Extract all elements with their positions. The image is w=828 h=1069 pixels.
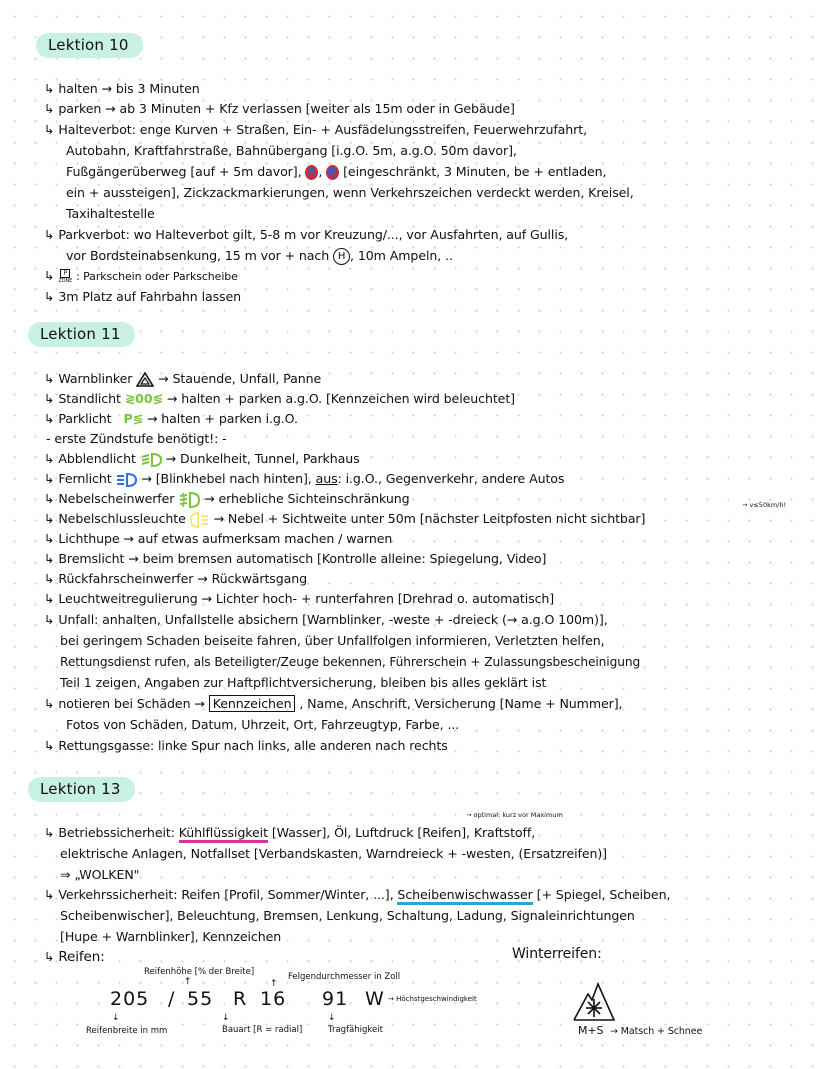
bullet-arrow-icon: ↳ <box>44 551 55 566</box>
note-lichthupe <box>44 529 392 549</box>
note-betriebssicherheit <box>44 823 535 843</box>
note-text: Unfall: anhalten, Unfallstelle absichern [Warnblinker, -weste + -dreieck (→ a.g.O 100m)], <box>58 612 608 627</box>
bullet-arrow-icon: ↳ <box>44 887 55 902</box>
note-text: [Hupe + Warnblinker], Kennzeichen <box>60 929 282 944</box>
note-halteverbot <box>44 120 587 140</box>
bullet-arrow-icon: ↳ <box>44 268 55 283</box>
bus-stop-h-icon: H <box>333 248 350 265</box>
bullet-arrow-icon: ↳ <box>44 949 55 964</box>
note-text: Autobahn, Kraftfahrstraße, Bahnübergang [i.g.O. 5m, a.g.O. 50m davor], <box>66 143 517 158</box>
bullet-arrow-icon: ↳ <box>44 531 55 546</box>
note-text: notieren bei Schäden → <box>58 696 205 711</box>
bullet-arrow-icon: ↳ <box>44 471 55 486</box>
note-verkehrssicherheit <box>44 885 670 905</box>
side-light-icon: ≷00≶ <box>124 391 163 406</box>
fog-light-front-icon <box>178 492 200 508</box>
note-text: halten → bis 3 Minuten <box>58 81 200 96</box>
note-label: Fernlicht <box>58 471 112 486</box>
winter-tires-label: Winterreifen: <box>512 946 602 962</box>
note-emphasis: aus <box>315 471 338 486</box>
note-text: Rückfahrscheinwerfer → Rückwärtsgang <box>58 571 308 586</box>
speed-note: → v≤50km/h! <box>742 501 787 509</box>
zone-p-label: P <box>60 269 70 278</box>
note-text: Teil 1 zeigen, Angaben zur Haftpflichtversicherung, bleiben bis alles geklärt ist <box>60 675 547 690</box>
note-label: Reifen: <box>58 949 105 965</box>
note-abblendlicht <box>44 449 360 469</box>
note-mnemonic: ⇒ „WOLKEN" <box>60 867 140 882</box>
note-ignition-hint: - erste Zündstufe benötigt!: - <box>46 431 227 446</box>
note-halteverbot-signs: Fußgängerüberweg [auf + 5m davor], , [eingeschränkt, 3 Minuten, be + entladen, <box>66 164 607 179</box>
bullet-arrow-icon: ↳ <box>44 612 55 627</box>
note-text: → Nebel + Sichtweite unter 50m [nächster Leitpfosten nicht sichtbar] <box>213 511 646 526</box>
ms-label: M+S <box>578 1024 604 1037</box>
note-parkverbot-2 <box>66 246 453 266</box>
bullet-arrow-icon: ↳ <box>44 81 55 96</box>
note-reifen <box>44 947 105 967</box>
note-text: Bremslicht → beim bremsen automatisch [Kontrolle alleine: Spiegelung, Video] <box>58 551 547 566</box>
coolant-highlight: Kühlflüssigkeit <box>179 825 268 843</box>
arrow-down-icon: ↓ <box>328 1013 336 1023</box>
bullet-arrow-icon: ↳ <box>44 289 55 304</box>
note-text: [eingeschränkt, 3 Minuten, be + entladen, <box>343 164 607 179</box>
bullet-arrow-icon: ↳ <box>44 571 55 586</box>
bullet-arrow-icon: ↳ <box>44 122 55 137</box>
note-text: → [Blinkhebel nach hinten], <box>141 471 312 486</box>
tire-width-value: 205 <box>110 988 150 1010</box>
winter-desc: → Matsch + Schnee <box>610 1026 703 1037</box>
tire-label-ratio: Reifenhöhe [% der Breite] <box>144 967 255 977</box>
note-text: 3m Platz auf Fahrbahn lassen <box>58 289 242 304</box>
parking-light-icon: P≶ <box>123 411 144 426</box>
tire-label-load: Tragfähigkeit <box>328 1025 383 1035</box>
bullet-arrow-icon: ↳ <box>44 825 55 840</box>
note-label: Standlicht <box>58 391 121 406</box>
note-text: : Parkschein oder Parkscheibe <box>76 270 238 283</box>
wiper-fluid-highlight: Scheibenwischwasser <box>397 887 532 905</box>
note-text: Fußgängerüberweg [auf + 5m davor], <box>66 164 302 179</box>
note-label: Nebelschlussleuchte <box>58 511 186 526</box>
tire-load-value: 91 <box>322 988 349 1010</box>
bullet-arrow-icon: ↳ <box>44 696 55 711</box>
note-rettungsgasse <box>44 736 448 756</box>
note-text: parken → ab 3 Minuten + Kfz verlassen [weiter als 15m oder in Gebäude] <box>58 101 515 116</box>
note-text: → Stauende, Unfall, Panne <box>158 371 322 386</box>
note-text: ein + aussteigen], Zickzackmarkierungen, wenn Verkehrszeichen verdeckt werden, Kreisel, <box>66 185 634 200</box>
note-parken <box>44 99 515 119</box>
bullet-arrow-icon: ↳ <box>44 511 55 526</box>
note-text: Rettungsdienst rufen, als Beteiligter/Zeuge bekennen, Führerschein + Zulassungsbescheinigung <box>60 655 641 669</box>
high-beam-icon <box>115 473 137 487</box>
note-text: vor Bordsteinabsenkung, 15 m vor + nach <box>66 248 330 263</box>
note-text: Lichthupe → auf etwas aufmerksam machen / warnen <box>58 531 393 546</box>
note-parkverbot <box>44 225 568 245</box>
note-text: [Wasser], Öl, Luftdruck [Reifen], Kraftstoff, <box>271 825 536 840</box>
three-peak-mountain-snowflake-icon <box>572 982 616 1022</box>
note-label: Betriebssicherheit: <box>58 825 175 840</box>
absolute-no-stopping-sign-icon <box>305 165 318 180</box>
bullet-arrow-icon: ↳ <box>44 227 55 242</box>
note-bremslicht <box>44 549 546 569</box>
section-heading-lektion-10: Lektion 10 <box>36 33 143 58</box>
note-label: Warnblinker <box>58 371 133 386</box>
note-text: → halten + parken i.g.O. <box>146 411 298 426</box>
tire-speed-value: W <box>365 988 385 1010</box>
zone-label: ZONE <box>58 278 73 284</box>
rear-fog-light-icon <box>190 512 210 528</box>
note-text: → Dunkelheit, Tunnel, Parkhaus <box>165 451 360 466</box>
note-text: elektrische Anlagen, Notfallset [Verbandskasten, Warndreieck + -westen, (Ersatzreifen)] <box>60 846 607 861</box>
note-parkzone <box>44 266 238 287</box>
tire-type-value: R <box>233 988 248 1010</box>
tire-slash: / <box>168 988 176 1010</box>
note-text: bei geringem Schaden beiseite fahren, über Unfallfolgen informieren, Verletzten helfen, <box>60 633 605 648</box>
note-text: → halten + parken a.g.O. [Kennzeichen wird beleuchtet] <box>166 391 515 406</box>
note-text: Verkehrssicherheit: Reifen [Profil, Sommer/Winter, ...], <box>58 887 394 902</box>
note-warnblinker <box>44 369 321 389</box>
low-beam-icon <box>140 453 162 467</box>
note-nebelschlussleuchte <box>44 509 645 529</box>
section-heading-lektion-13: Lektion 13 <box>28 777 135 802</box>
note-platz <box>44 287 241 307</box>
bullet-arrow-icon: ↳ <box>44 411 55 426</box>
bullet-arrow-icon: ↳ <box>44 371 55 386</box>
arrow-up-icon: ↑ <box>270 979 278 989</box>
note-text: , Name, Anschrift, Versicherung [Name + Nummer], <box>299 696 623 711</box>
tire-rim-value: 16 <box>260 988 287 1010</box>
tire-ratio-value: 55 <box>187 988 214 1010</box>
note-unfall <box>44 610 608 630</box>
optimal-note: → optimal: kurz vor Maximum <box>466 811 563 819</box>
note-parklicht <box>44 409 298 429</box>
note-text: Taxihaltestelle <box>66 206 155 221</box>
arrow-down-icon: ↓ <box>222 1013 230 1023</box>
tire-label-rim: Felgendurchmesser in Zoll <box>288 972 401 982</box>
hazard-triangle-icon <box>136 372 154 387</box>
section-heading-lektion-11: Lektion 11 <box>28 322 135 347</box>
arrow-down-icon: ↓ <box>112 1013 120 1023</box>
note-text: Fotos von Schäden, Datum, Uhrzeit, Ort, Fahrzeugtyp, Farbe, ... <box>66 717 460 732</box>
note-notieren <box>44 694 622 714</box>
bullet-arrow-icon: ↳ <box>44 101 55 116</box>
tire-label-speed: → Höchstgeschwindigkeit <box>388 995 477 1003</box>
bullet-arrow-icon: ↳ <box>44 391 55 406</box>
note-label: Nebelscheinwerfer <box>58 491 175 506</box>
note-halten <box>44 79 200 99</box>
parking-zone-sign-icon <box>58 269 72 284</box>
bullet-arrow-icon: ↳ <box>44 591 55 606</box>
tire-label-width: Reifenbreite in mm <box>86 1026 168 1036</box>
bullet-arrow-icon: ↳ <box>44 491 55 506</box>
bullet-arrow-icon: ↳ <box>44 738 55 753</box>
note-text: Scheibenwischer], Beleuchtung, Bremsen, Lenkung, Schaltung, Ladung, Signaleinrichtungen <box>60 908 635 923</box>
note-label: Abblendlicht <box>58 451 136 466</box>
arrow-up-icon: ↑ <box>184 977 192 987</box>
note-standlicht <box>44 389 515 409</box>
note-text: Halteverbot: enge Kurven + Straßen, Ein- + Ausfädelungsstreifen, Feuerwehrzufahrt, <box>58 122 587 137</box>
note-text: Rettungsgasse: linke Spur nach links, alle anderen nach rechts <box>58 738 448 753</box>
note-label: Parklicht <box>58 411 112 426</box>
note-text: Parkverbot: wo Halteverbot gilt, 5-8 m vor Kreuzung/..., vor Ausfahrten, auf Gullis, <box>58 227 569 242</box>
tire-label-type: Bauart [R = radial] <box>222 1025 303 1035</box>
note-leuchtweite <box>44 589 554 609</box>
note-fernlicht <box>44 469 564 489</box>
note-rueckfahr <box>44 569 307 589</box>
license-plate-boxed-term: Kennzeichen <box>209 695 296 712</box>
note-text: [+ Spiegel, Scheiben, <box>536 887 671 902</box>
note-text: , 10m Ampeln, .. <box>350 248 453 263</box>
note-text: : i.g.O., Gegenverkehr, andere Autos <box>337 471 565 486</box>
note-text: Leuchtweitregulierung → Lichter hoch- + runterfahren [Drehrad o. automatisch] <box>58 591 555 606</box>
bullet-arrow-icon: ↳ <box>44 451 55 466</box>
restricted-no-stopping-sign-icon <box>326 165 339 180</box>
note-text: → erhebliche Sichteinschränkung <box>204 491 410 506</box>
note-nebelscheinwerfer <box>44 489 409 509</box>
